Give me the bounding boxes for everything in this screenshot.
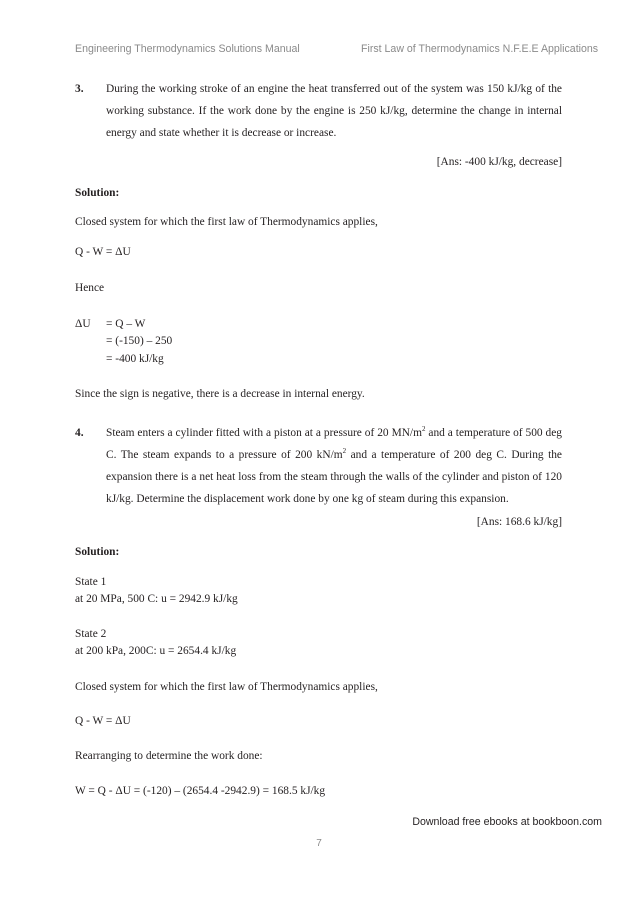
- problem-3-calc-step-3: = -400 kJ/kg: [106, 353, 164, 365]
- problem-3-answer: [Ans: -400 kJ/kg, decrease]: [436, 156, 562, 168]
- problem-4-rearranging-line: Rearranging to determine the work done:: [75, 750, 263, 762]
- problem-3-conclusion: Since the sign is negative, there is a decrease in internal energy.: [75, 388, 365, 400]
- problem-4-answer: [Ans: 168.6 kJ/kg]: [476, 516, 562, 528]
- problem-4-state-2-value: at 200 kPa, 200C: u = 2654.4 kJ/kg: [75, 645, 237, 657]
- problem-3-hence: Hence: [75, 282, 105, 294]
- problem-3-statement: During the working stroke of an engine the heat transferred out of the system was 150 kJ/kg of the working substance. If the work done by the engine is 250 kJ/kg, determine the change in internal energy and state whether it is decrease or increase.: [106, 83, 562, 139]
- problem-3-calc-step-1: = Q – W: [106, 318, 146, 330]
- problem-3-first-law-line: Closed system for which the first law of Thermodynamics applies,: [75, 216, 378, 228]
- problem-3-energy-equation: Q - W = ΔU: [75, 246, 131, 258]
- problem-4-state-2-title: State 2: [75, 628, 107, 640]
- problem-4-solution-label: Solution:: [75, 546, 120, 558]
- problem-3-delta-u-label: ΔU: [75, 318, 91, 330]
- problem-4-state-1-value: at 20 MPa, 500 C: u = 2942.9 kJ/kg: [75, 593, 238, 605]
- problem-4-number: 4.: [75, 427, 84, 439]
- problem-4-energy-equation: Q - W = ΔU: [75, 715, 131, 727]
- problem-3-solution-label: Solution:: [75, 187, 120, 199]
- problem-3-calc-step-2: = (-150) – 250: [106, 335, 173, 347]
- running-header-chapter: First Law of Thermodynamics N.F.E.E Applications: [361, 43, 599, 55]
- page-number: 7: [316, 838, 322, 849]
- problem-4-state-1-title: State 1: [75, 576, 107, 588]
- running-header-title: Engineering Thermodynamics Solutions Manual: [75, 43, 300, 55]
- problem-4-work-equation: W = Q - ΔU = (-120) – (2654.4 -2942.9) = 168.5 kJ/kg: [75, 785, 326, 797]
- problem-3-number: 3.: [75, 83, 84, 95]
- problem-4-first-law-line: Closed system for which the first law of Thermodynamics applies,: [75, 681, 378, 693]
- bookboon-download-link[interactable]: Download free ebooks at bookboon.com: [412, 816, 602, 828]
- problem-4-statement: Steam enters a cylinder fitted with a piston at a pressure of 20 $MN/m^2$ and a temperature of 500 deg C. The steam expands to a pressure of 200 $kN/m^2$ and a temperature of 200 deg C. During the expansion there is a net heat loss from the steam through the walls of the cylinder and piston of 120 kJ/kg. Determine the displacement work done by one kg of steam during this expansion.: [106, 425, 563, 505]
